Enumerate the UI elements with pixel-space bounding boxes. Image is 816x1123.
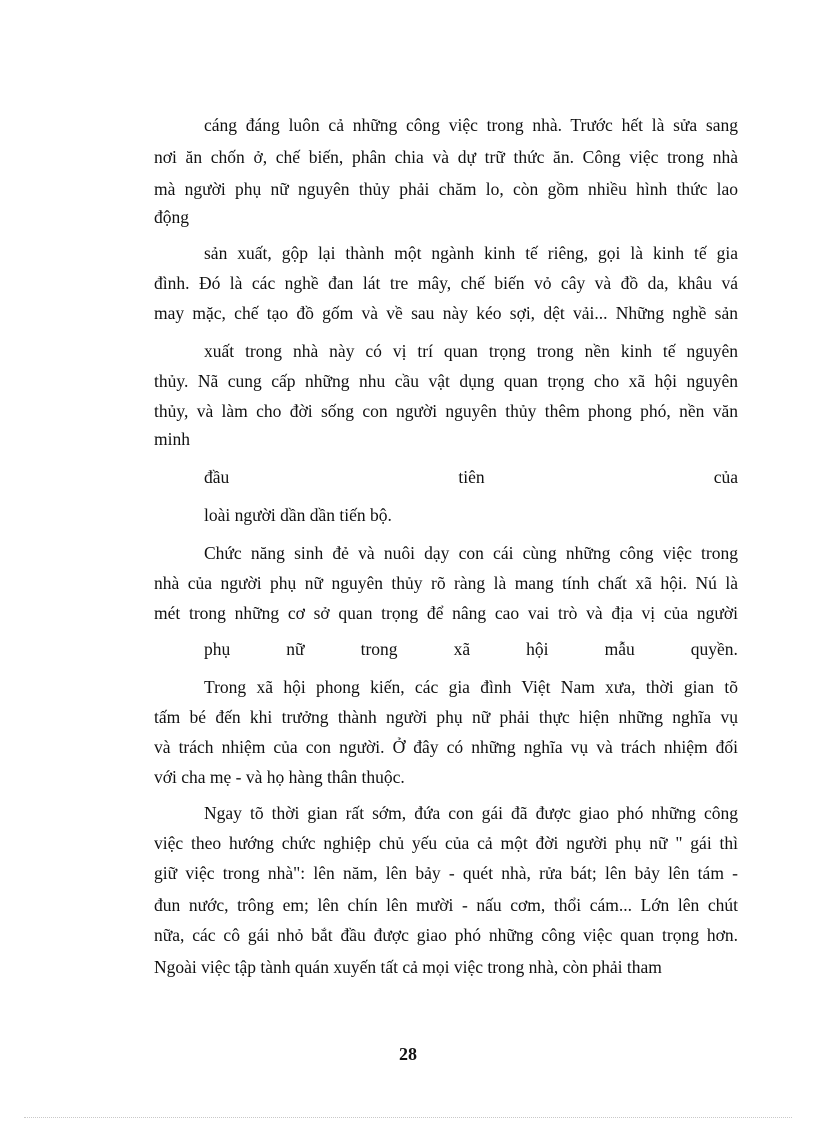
word: của xyxy=(713,467,738,487)
text-line: giữ việc trong nhà": lên năm, lên bảy - quét nhà, rửa bát; lên bảy lên tám - xyxy=(154,863,738,883)
text-line: minh xyxy=(154,429,190,449)
text-line: Trong xã hội phong kiến, các gia đình Việt Nam xưa, thời gian tõ xyxy=(204,677,738,697)
text-line xyxy=(204,638,738,660)
text-line: xuất trong nhà này có vị trí quan trọng trong nền kinh tế nguyên xyxy=(204,341,738,361)
page-number: 28 xyxy=(399,1044,417,1064)
text-line xyxy=(204,466,738,488)
word: phụ xyxy=(204,639,231,659)
text-line: cáng đáng luôn cả những công việc trong nhà. Trước hết là sửa sang xyxy=(204,115,738,135)
text-line: và trách nhiệm của con người. Ở đây có những nghĩa vụ và trách nhiệm đối xyxy=(154,737,738,757)
text-line: may mặc, chế tạo đồ gốm và về sau này kéo sợi, dệt vải... Những nghề sản xyxy=(154,303,738,323)
text-line: động xyxy=(154,207,189,227)
text-line: đun nước, trông em; lên chín lên mười - nấu cơm, thổi cám... Lớn lên chút xyxy=(154,895,738,915)
text-line: loài người dần dần tiến bộ. xyxy=(204,505,392,525)
text-line: tấm bé đến khi trưởng thành người phụ nữ phải thực hiện những nghĩa vụ xyxy=(154,707,738,727)
text-line: sản xuất, gộp lại thành một ngành kinh tế riêng, gọi là kinh tế gia xyxy=(204,243,738,263)
word: trong xyxy=(360,639,398,659)
word: xã xyxy=(453,639,471,659)
text-line: đình. Đó là các nghề đan lát tre mây, chế biến vỏ cây và đồ da, khâu vá xyxy=(154,273,738,293)
text-line: mà người phụ nữ nguyên thủy phải chăm lo, còn gồm nhiều hình thức lao xyxy=(154,179,738,199)
word: quyền. xyxy=(690,639,738,659)
text-line: với cha mẹ - và họ hàng thân thuộc. xyxy=(154,767,405,787)
text-line: thủy. Nã cung cấp những nhu cầu vật dụng quan trọng cho xã hội nguyên xyxy=(154,371,738,391)
word: mẫu xyxy=(604,639,635,659)
word: hội xyxy=(526,639,549,659)
text-line: Ngoài việc tập tành quán xuyến tất cả mọi việc trong nhà, còn phải tham xyxy=(154,957,662,977)
text-line: nữa, các cô gái nhỏ bắt đầu được giao phó những công việc quan trọng hơn. xyxy=(154,925,738,945)
text-line: nhà của người phụ nữ nguyên thủy rõ ràng là mang tính chất xã hội. Nú là xyxy=(154,573,738,593)
text-line: thủy, và làm cho đời sống con người nguyên thủy thêm phong phó, nền văn xyxy=(154,401,738,421)
text-line: mét trong những cơ sở quan trọng để nâng cao vai trò và địa vị của người xyxy=(154,603,738,623)
text-line: nơi ăn chốn ở, chế biến, phân chia và dự trữ thức ăn. Công việc trong nhà xyxy=(154,147,738,167)
word: nữ xyxy=(286,639,305,659)
page-border xyxy=(24,1117,792,1118)
text-line: Ngay tõ thời gian rất sớm, đứa con gái đã được giao phó những công xyxy=(204,803,738,823)
word: tiên xyxy=(458,467,485,487)
text-line: việc theo hướng chức nghiệp chủ yếu của cả một đời người phụ nữ " gái thì xyxy=(154,833,738,853)
text-line: Chức năng sinh đẻ và nuôi dạy con cái cùng những công việc trong xyxy=(204,543,738,563)
word: đầu xyxy=(204,467,230,487)
